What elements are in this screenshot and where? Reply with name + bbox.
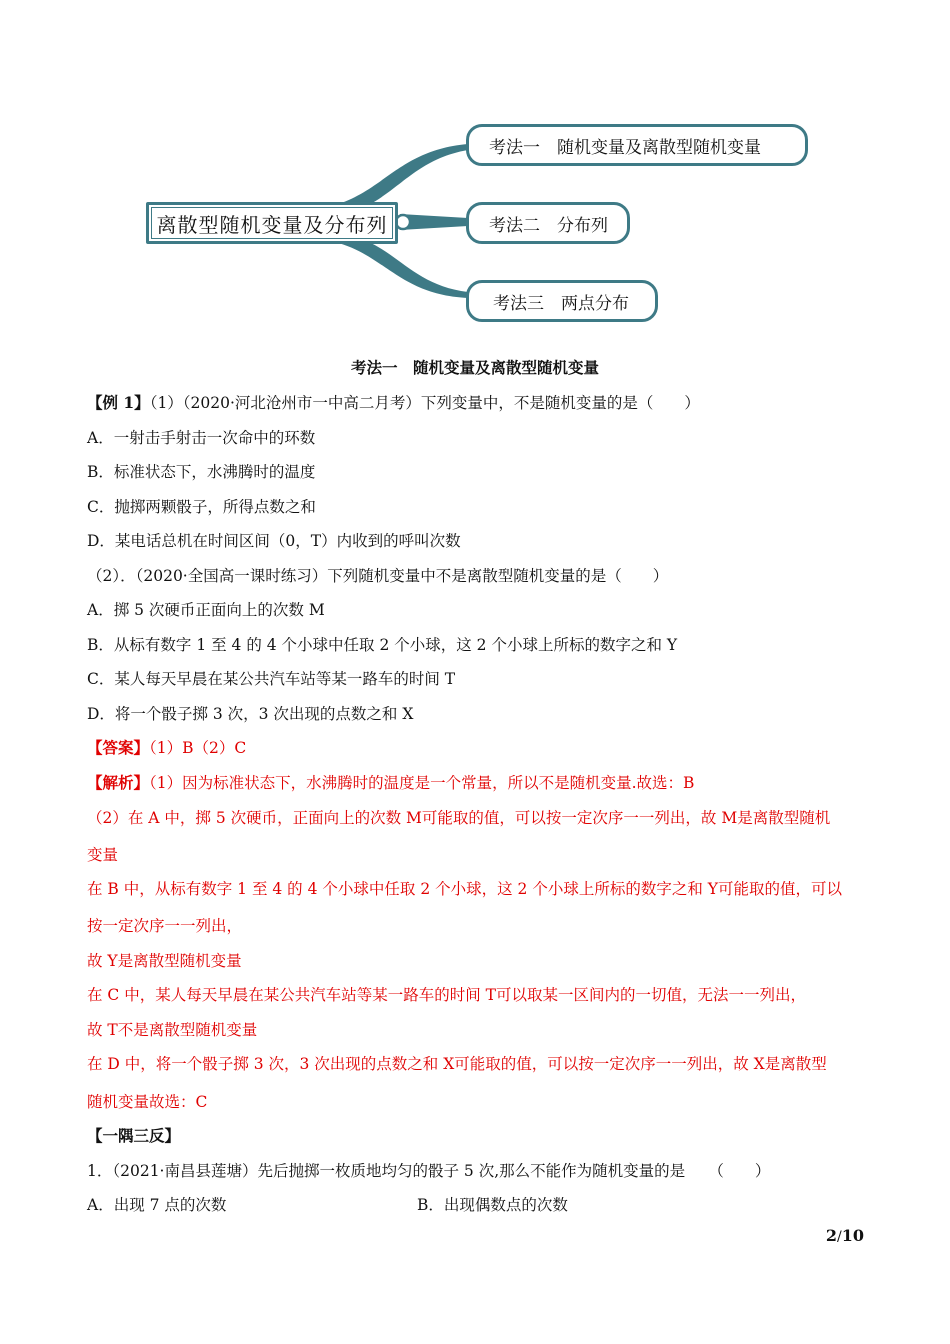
mindmap-root-label: 离散型随机变量及分布列 xyxy=(156,212,388,237)
connector-branch-3 xyxy=(335,236,468,298)
example1-q1-option-d: D．某电话总机在时间区间（0，T）内收到的呼叫次数 xyxy=(87,532,461,550)
connector-node xyxy=(396,215,410,229)
example1-q1-option-b: B．标准状态下，水沸腾时的温度 xyxy=(87,463,316,481)
example1-question2: （2）．（2020·全国高一课时练习）下列随机变量中不是离散型随机变量的是（ ） xyxy=(87,567,669,585)
example1-q2-option-a: A．掷 5 次硬币正面向上的次数 M xyxy=(87,601,325,619)
practice-question1: 1．（2021·南昌县莲塘）先后抛掷一枚质地均匀的骰子 5 次,那么不能作为随机变量的是 （ ） xyxy=(87,1162,771,1180)
mindmap-root xyxy=(146,202,398,244)
example1-q2-option-d: D．将一个骰子掷 3 次，3 次出现的点数之和 X xyxy=(87,705,414,723)
page-separator: / xyxy=(837,1229,842,1245)
analysis-first: （1）因为标准状态下，水沸腾时的温度是一个常量，所以不是随机变量.故选：B xyxy=(149,774,695,792)
mindmap-branch-label: 考法一 随机变量及离散型随机变量 xyxy=(489,137,761,158)
mindmap-branch-1 xyxy=(466,124,808,166)
analysis-line: 随机变量故选：C xyxy=(87,1093,208,1111)
practice-q1-options xyxy=(87,1195,867,1215)
analysis-line: 按一定次序一一列出， xyxy=(87,917,243,935)
mindmap-branch-label: 考法三 两点分布 xyxy=(493,293,629,314)
analysis-line: 在 B 中，从标有数字 1 至 4 的 4 个小球中任取 2 个小球，这 2 个小球上所标的数字之和 Y可能取的值，可以 xyxy=(87,880,842,898)
analysis-line: 变量 xyxy=(87,846,119,864)
analysis-line: （2）在 A 中，掷 5 次硬币，正面向上的次数 M可能取的值，可以按一定次序一一列出，故 M是离散型随机 xyxy=(87,809,831,827)
example1-question1 xyxy=(87,393,867,413)
mindmap-branch-label: 考法二 分布列 xyxy=(489,215,608,236)
mindmap-branch-2 xyxy=(466,202,630,244)
analysis-label: 【解析】 xyxy=(87,773,150,792)
mindmap-branch-3 xyxy=(466,280,658,322)
example1-q2-option-c: C．某人每天早晨在某公共汽车站等某一路车的时间 T xyxy=(87,670,456,688)
example1-q1-text: （1）（2020·河北沧州市一中高二月考）下列变量中，不是随机变量的是（ ） xyxy=(149,394,700,412)
answer-line xyxy=(87,738,867,758)
analysis-line: 故 Y是离散型随机变量 xyxy=(87,952,242,970)
answer-text: （1）B（2）C xyxy=(149,739,247,757)
analysis-line: 在 C 中，某人每天早晨在某公共汽车站等某一路车的时间 T可以取某一区间内的一切值，无法一一列出， xyxy=(87,986,806,1004)
page-number xyxy=(826,1226,864,1245)
analysis-line-1 xyxy=(87,773,867,793)
example1-q1-option-a: A．一射击手射击一次命中的环数 xyxy=(87,429,316,447)
practice-label: 【一隅三反】 xyxy=(87,1126,181,1145)
page-total: 10 xyxy=(841,1226,864,1245)
section-title: 考法一 随机变量及离散型随机变量 xyxy=(350,358,599,377)
example1-q2-option-b: B．从标有数字 1 至 4 的 4 个小球中任取 2 个小球，这 2 个小球上所标的数字之和 Y xyxy=(87,636,678,654)
practice-q1-option-a: A．出现 7 点的次数 xyxy=(87,1196,227,1214)
example1-q1-option-c: C．抛掷两颗骰子，所得点数之和 xyxy=(87,498,316,516)
example1-label: 【例 1】 xyxy=(87,393,150,412)
analysis-line: 故 T不是离散型随机变量 xyxy=(87,1021,258,1039)
page-current: 2 xyxy=(825,1226,838,1245)
practice-q1-option-b: B．出现偶数点的次数 xyxy=(417,1196,568,1214)
analysis-line: 在 D 中，将一个骰子掷 3 次，3 次出现的点数之和 X可能取的值，可以按一定次序一一列出，故 X是离散型 xyxy=(87,1055,827,1073)
answer-label: 【答案】 xyxy=(87,738,150,757)
